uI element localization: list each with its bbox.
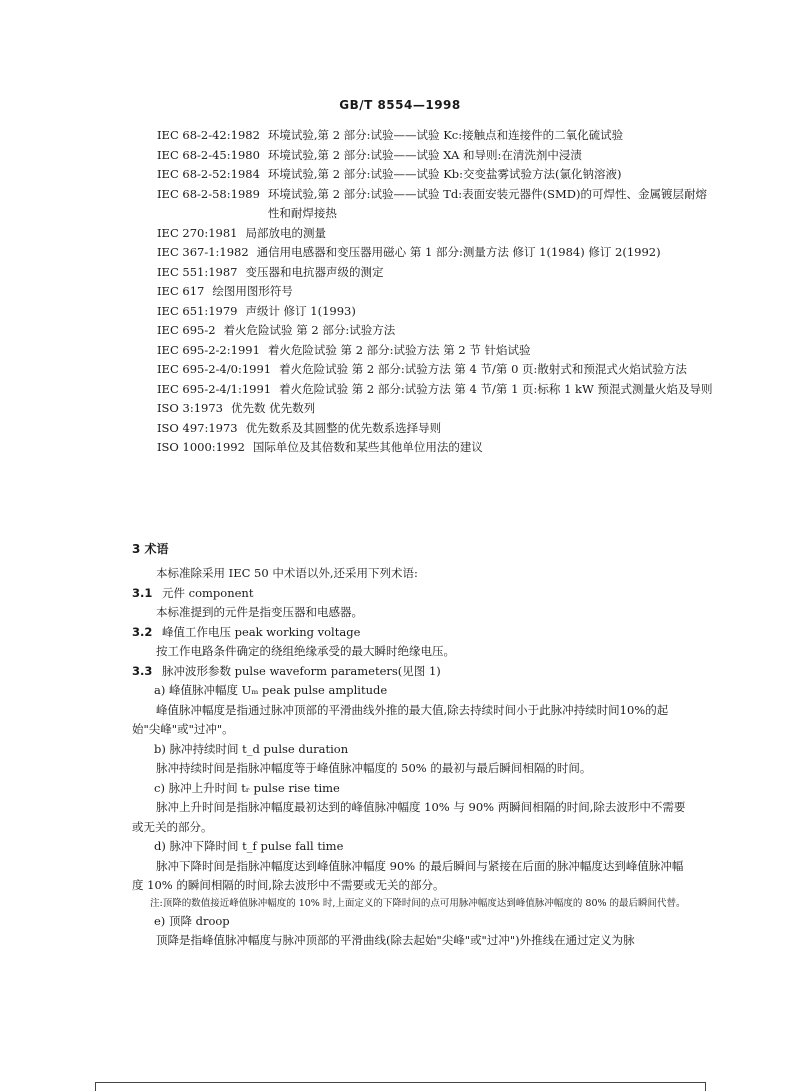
footer-rule-left: [95, 1082, 96, 1091]
clause-3-2-text: 按工作电路条件确定的绕组绝缘承受的最大瞬时绝缘电压。: [156, 644, 455, 658]
reference-item: [157, 419, 717, 439]
reference-title: 声级计 修订 1(1993): [245, 303, 356, 318]
term-b-text: 脉冲持续时间是指脉冲幅度等于峰值脉冲幅度的 50% 的最初与最后瞬间相隔的时间。: [156, 761, 592, 775]
clause-title: 元件 component: [162, 585, 254, 600]
reference-item: [157, 321, 717, 341]
footer-rule-right: [705, 1082, 706, 1091]
reference-code: IEC 68-2-52:1984: [157, 167, 260, 181]
reference-item: [157, 146, 717, 166]
clause-number: 3.1: [132, 585, 153, 600]
reference-code: IEC 617: [157, 284, 205, 298]
standard-header: GB/T 8554—1998: [339, 98, 461, 112]
clause-3-3-heading: [132, 662, 692, 682]
term-d-heading: d) 脉冲下降时间 t_f pulse fall time: [154, 839, 344, 853]
normative-references-list: [157, 126, 717, 458]
reference-title: 着火危险试验 第 2 部分:试验方法 第 2 节 针焰试验: [267, 342, 531, 357]
section-3-heading: 3 术语: [132, 542, 169, 556]
section-3-body: [132, 564, 692, 951]
reference-title: 环境试验,第 2 部分:试验——试验 XA 和导则:在清洗剂中浸渍: [267, 147, 582, 162]
reference-code: IEC 68-2-58:1989: [157, 186, 260, 201]
reference-code: IEC 270:1981: [157, 225, 238, 240]
term-e-heading: e) 顶降 droop: [154, 913, 230, 928]
reference-title: 着火危险试验 第 2 部分:试验方法 第 4 节/第 1 页:标称 1 kW 预混式测量火焰及导则: [279, 381, 713, 396]
note-text: 注:顶降的数值接近峰值脉冲幅度的 10% 时,上面定义的下降时间的点可用脉冲幅度达到峰值脉冲幅度的 80% 的最后瞬间代替。: [150, 897, 686, 909]
clause-number: 3.2: [132, 624, 153, 639]
reference-item: [157, 282, 717, 302]
reference-item: [157, 224, 717, 244]
clause-title: 脉冲波形参数 pulse waveform parameters(见图 1): [162, 663, 441, 678]
section-intro: 本标准除采用 IEC 50 中术语以外,还采用下列术语:: [156, 566, 418, 580]
term-a-heading: a) 峰值脉冲幅度 Uₘ peak pulse amplitude: [154, 683, 388, 697]
term-d-text: 脉冲下降时间是指脉冲幅度达到峰值脉冲幅度 90% 的最后瞬间与紧接在后面的脉冲幅度达到峰值脉冲幅度 10% 的瞬间相隔的时间,除去波形中不需要或无关的部分。: [132, 858, 684, 892]
reference-code: IEC 695-2-4/0:1991: [157, 362, 272, 376]
reference-code: IEC 68-2-45:1980: [157, 147, 260, 162]
reference-item: [157, 165, 717, 185]
reference-item: [157, 360, 717, 380]
reference-item: [157, 302, 717, 322]
reference-code: IEC 367-1:1982: [157, 245, 249, 259]
reference-item: [157, 399, 717, 419]
term-c-heading: c) 脉冲上升时间 tᵣ pulse rise time: [154, 780, 340, 795]
term-c-text: 脉冲上升时间是指脉冲幅度最初达到的峰值脉冲幅度 10% 与 90% 两瞬间相隔的时间,除去波形中不需要或无关的部分。: [132, 800, 686, 834]
reference-item: [157, 341, 717, 361]
reference-title: 通信用电感器和变压器用磁心 第 1 部分:测量方法 修订 1(1984) 修订 2(1992): [256, 245, 661, 259]
reference-code: ISO 1000:1992: [157, 440, 245, 454]
reference-code: IEC 68-2-42:1982: [157, 128, 260, 142]
clause-3-2-heading: [132, 623, 692, 643]
reference-title: 优先数系及其圆整的优先数系选择导则: [245, 420, 442, 435]
reference-item: [157, 438, 717, 458]
reference-item: [157, 243, 717, 263]
term-b-heading: b) 脉冲持续时间 t_d pulse duration: [154, 741, 349, 756]
reference-item: [157, 185, 717, 224]
term-e-text: 顶降是指峰值脉冲幅度与脉冲顶部的平滑曲线(除去起始"尖峰"或"过冲")外推线在通过定义为脉: [156, 933, 635, 947]
reference-item: [157, 380, 717, 400]
reference-title: 国际单位及其倍数和某些其他单位用法的建议: [252, 440, 483, 454]
reference-code: IEC 695-2-4/1:1991: [157, 381, 272, 396]
reference-code: IEC 551:1987: [157, 264, 238, 279]
clause-3-1-text: 本标准提到的元件是指变压器和电感器。: [156, 605, 363, 619]
reference-title: 环境试验,第 2 部分:试验——试验 Td:表面安装元器件(SMD)的可焊性、金属镀层耐熔性和耐焊接热: [267, 186, 707, 220]
reference-title: 着火危险试验 第 2 部分:试验方法: [223, 323, 396, 337]
reference-title: 环境试验,第 2 部分:试验——试验 Kc:接触点和连接件的二氧化硫试验: [267, 128, 624, 142]
reference-code: ISO 497:1973: [157, 420, 238, 435]
reference-title: 局部放电的测量: [245, 225, 326, 240]
reference-code: IEC 695-2: [157, 323, 216, 337]
reference-title: 环境试验,第 2 部分:试验——试验 Kb:交变盐雾试验方法(氯化钠溶液): [267, 167, 622, 181]
reference-code: ISO 3:1973: [157, 401, 223, 415]
reference-title: 变压器和电抗器声级的测定: [245, 264, 384, 279]
reference-title: 绘图用图形符号: [212, 284, 293, 298]
reference-title: 着火危险试验 第 2 部分:试验方法 第 4 节/第 0 页:散射式和预混式火焰试验方法: [279, 362, 687, 376]
term-a-text: 峰值脉冲幅度是指通过脉冲顶部的平滑曲线外推的最大值,除去持续时间小于此脉冲持续时间10%的起始"尖峰"或"过冲"。: [132, 702, 669, 736]
reference-item: [157, 126, 717, 146]
footer-rule: [95, 1082, 705, 1083]
reference-item: [157, 263, 717, 283]
reference-code: IEC 651:1979: [157, 303, 238, 318]
clause-number: 3.3: [132, 663, 153, 678]
reference-title: 优先数 优先数列: [230, 401, 316, 415]
reference-code: IEC 695-2-2:1991: [157, 342, 260, 357]
clause-title: 峰值工作电压 peak working voltage: [162, 624, 361, 639]
clause-3-1-heading: [132, 584, 692, 604]
